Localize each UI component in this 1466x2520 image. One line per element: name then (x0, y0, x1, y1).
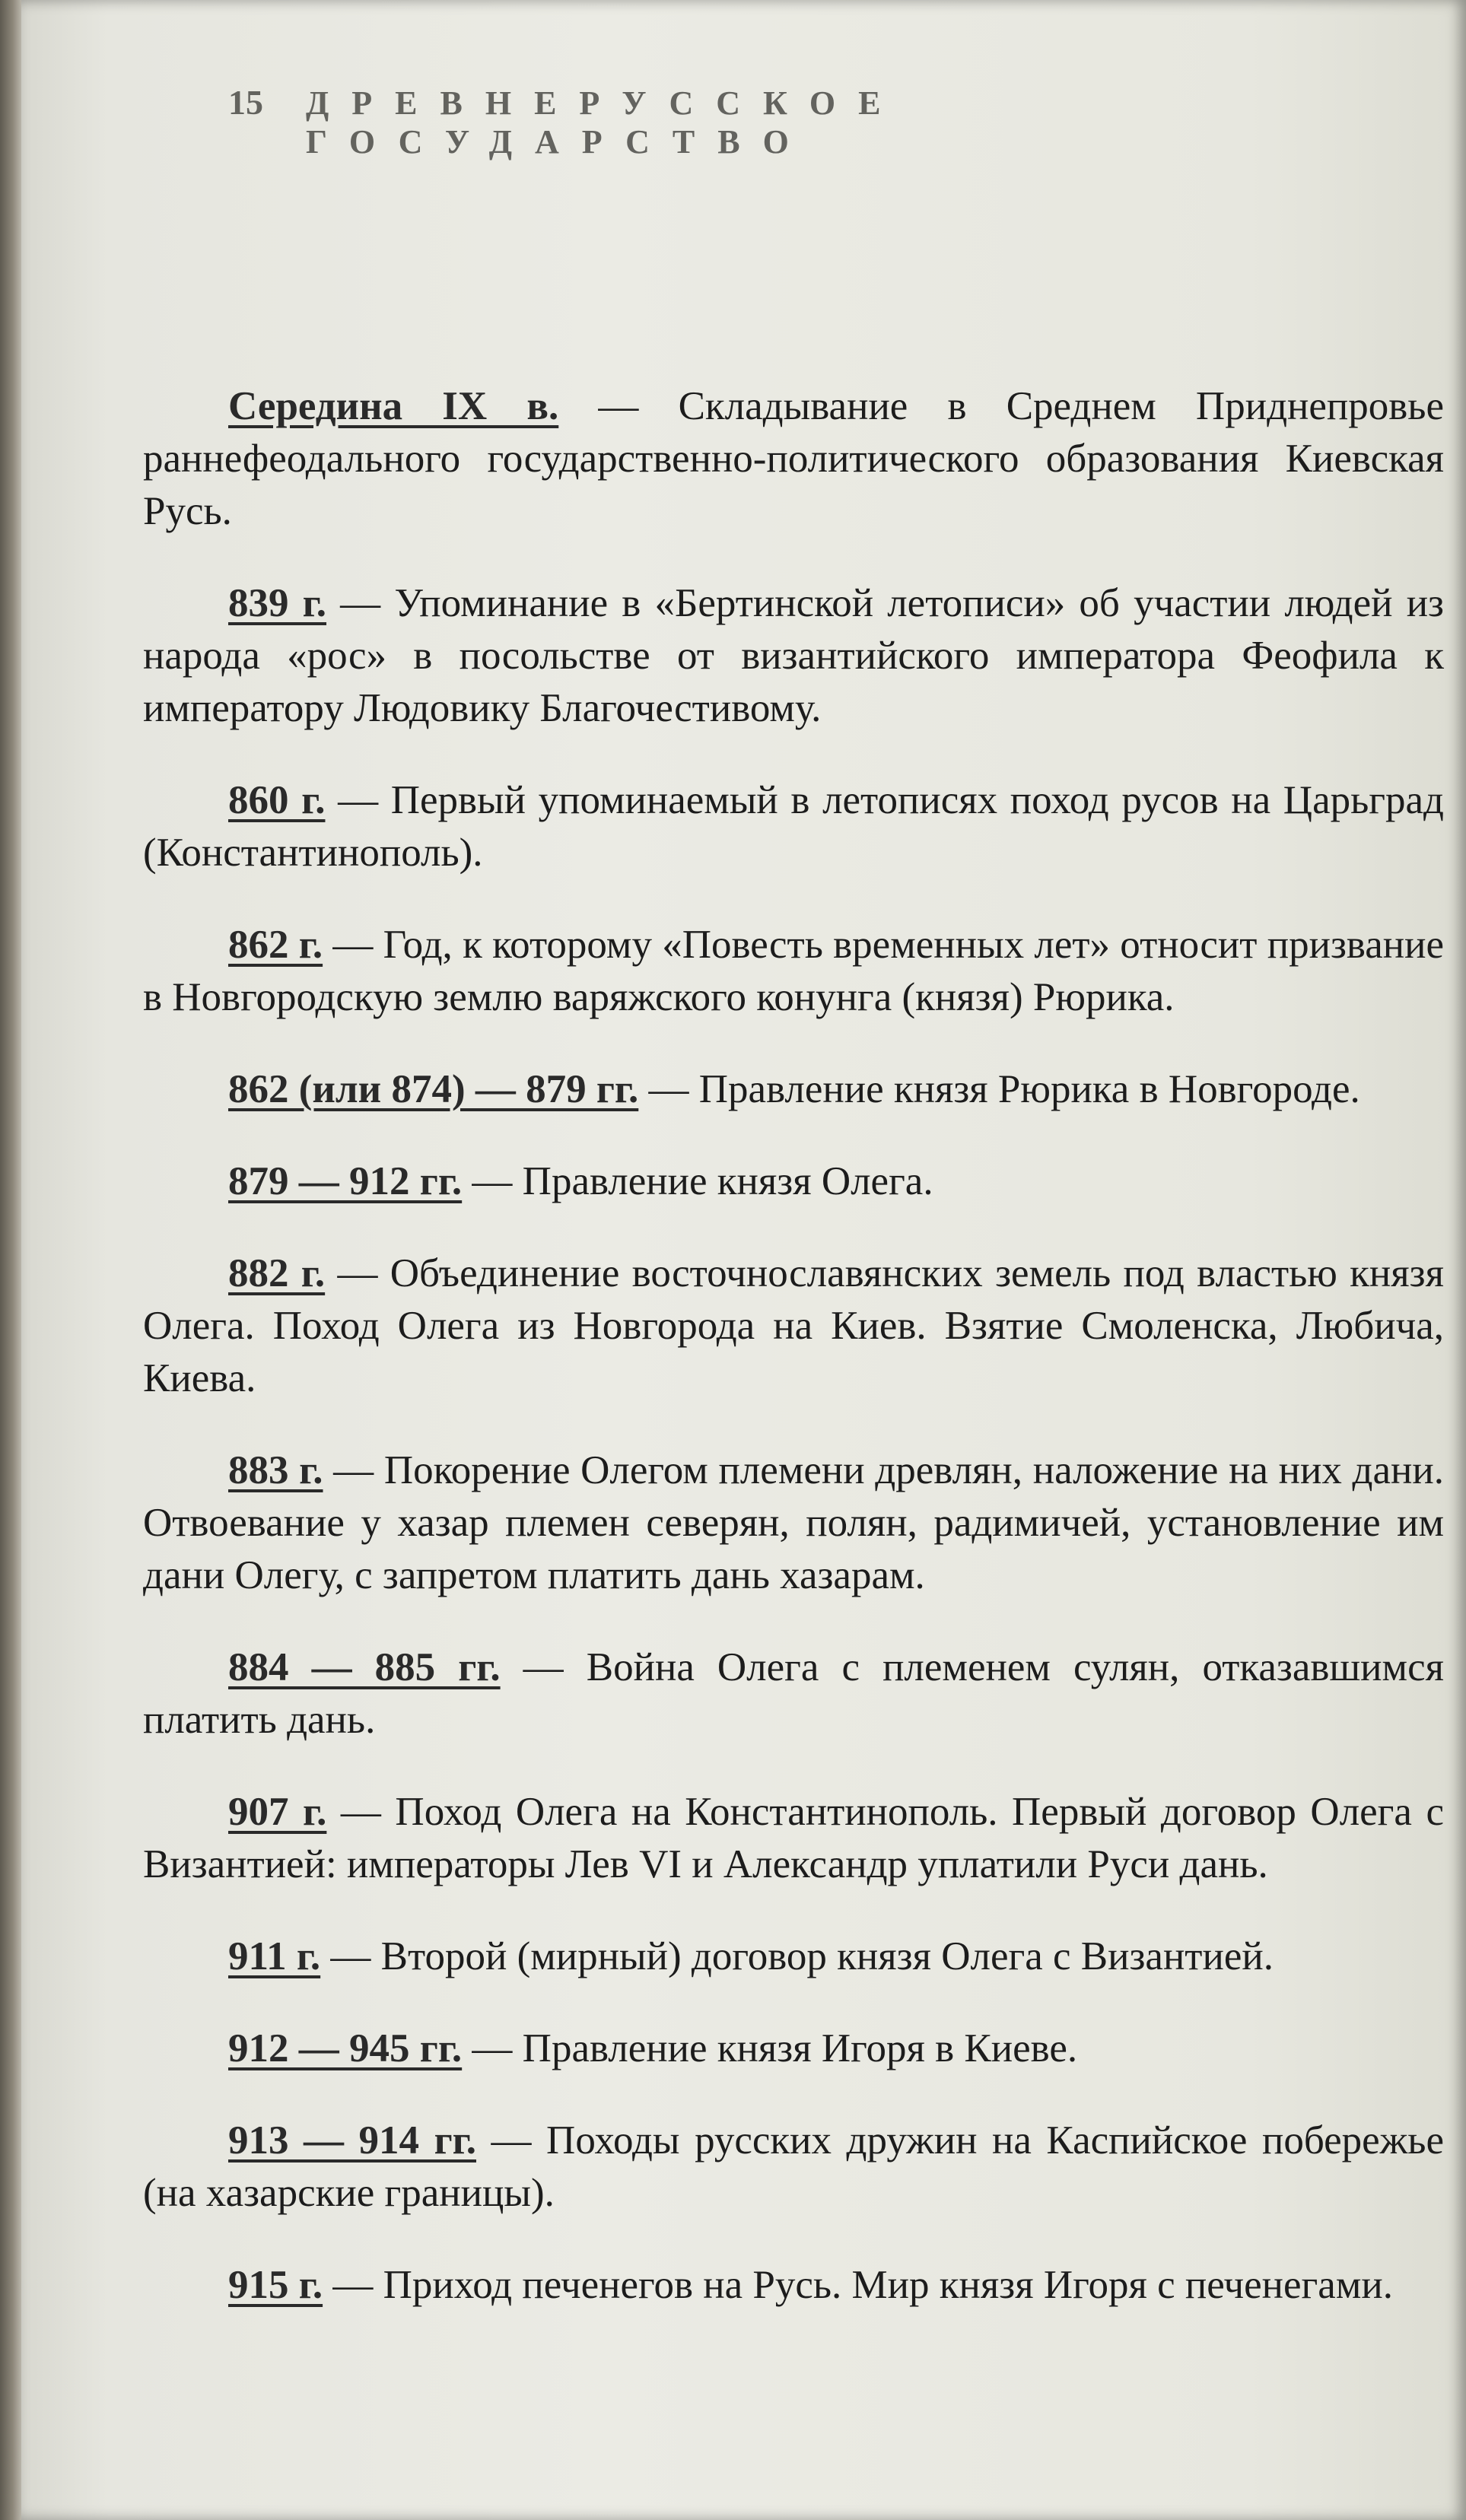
chronology-entry (143, 1444, 1444, 1602)
chronology-entry (143, 2115, 1444, 2220)
chronology-entry (143, 2259, 1444, 2312)
running-head (228, 82, 1293, 160)
chronology-entry (143, 1063, 1444, 1116)
chronology-entry (143, 1155, 1444, 1208)
entry-text: — Складывание в Среднем Приднепровье раннефеодального государственно-политического образования Киевская Русь. (143, 384, 1445, 533)
entry-text: — Первый упоминаемый в летописях поход русов на Царьград (Константинополь). (143, 778, 1445, 875)
page-gutter-shadow (0, 0, 21, 2520)
entry-date: 882 г. (228, 1251, 326, 1295)
entry-date: 884 — 885 гг. (228, 1645, 501, 1689)
chronology-list (143, 380, 1444, 2351)
chronology-entry (143, 1641, 1444, 1746)
entry-date: 839 г. (228, 581, 327, 625)
entry-date: 862 г. (228, 923, 323, 967)
entry-text: — Упоминание в «Бертинской летописи» об участии людей из народа «рос» в посольстве от византийского императора Феофила к императору Людовику Благочестивому. (143, 581, 1444, 730)
entry-text: — Второй (мирный) договор князя Олега с Византией. (320, 1934, 1274, 1978)
entry-date: 912 — 945 гг. (228, 2026, 463, 2070)
entry-date: 913 — 914 гг. (228, 2118, 476, 2162)
entry-text: — Приход печенегов на Русь. Мир князя Игоря с печенегами. (323, 2263, 1393, 2307)
chronology-entry (143, 577, 1444, 735)
entry-date: 862 (или 874) — 879 гг. (228, 1067, 639, 1111)
entry-date: 911 г. (228, 1934, 321, 1978)
chronology-entry (143, 380, 1444, 538)
entry-date: 915 г. (228, 2263, 323, 2307)
entry-date: 860 г. (228, 778, 326, 822)
entry-date: 883 г. (228, 1448, 323, 1492)
chronology-entry (143, 774, 1444, 879)
entry-date: 879 — 912 гг. (228, 1159, 463, 1203)
running-title: ДРЕВНЕРУССКОЕ ГОСУДАРСТВО (306, 84, 904, 160)
entry-text: — Правление князя Игоря в Киеве. (462, 2026, 1078, 2070)
entry-text: — Покорение Олегом племени древлян, наложение на них дани. Отвоевание у хазар племен северян, полян, радимичей, установление им дани Олегу, с запретом платить дань хазарам. (143, 1448, 1444, 1597)
page-number: 15 (228, 83, 263, 122)
entry-text: — Правление князя Олега. (462, 1159, 933, 1203)
entry-date: 907 г. (228, 1790, 327, 1834)
entry-text: — Война Олега с племенем сулян, отказавшимся платить дань. (143, 1645, 1444, 1742)
book-page (21, 0, 1466, 2520)
chronology-entry (143, 1931, 1444, 1983)
entry-text: — Поход Олега на Константинополь. Первый договор Олега с Византией: императоры Лев VI и Александр уплатили Руси дань. (143, 1790, 1444, 1886)
entry-text: — Походы русских дружин на Каспийское побережье (на хазарские границы). (143, 2118, 1444, 2215)
entry-date: Середина IX в. (228, 384, 559, 428)
entry-text: — Правление князя Рюрика в Новгороде. (638, 1067, 1360, 1111)
entry-text: — Год, к которому «Повесть временных лет» относит призвание в Новгородскую землю варяжского конунга (князя) Рюрика. (143, 923, 1444, 1019)
chronology-entry (143, 1247, 1444, 1405)
entry-text: — Объединение восточнославянских земель под властью князя Олега. Поход Олега из Новгорода на Киев. Взятие Смоленска, Любича, Киева. (143, 1251, 1444, 1400)
chronology-entry (143, 2023, 1444, 2075)
chronology-entry (143, 919, 1444, 1024)
chronology-entry (143, 1786, 1444, 1891)
